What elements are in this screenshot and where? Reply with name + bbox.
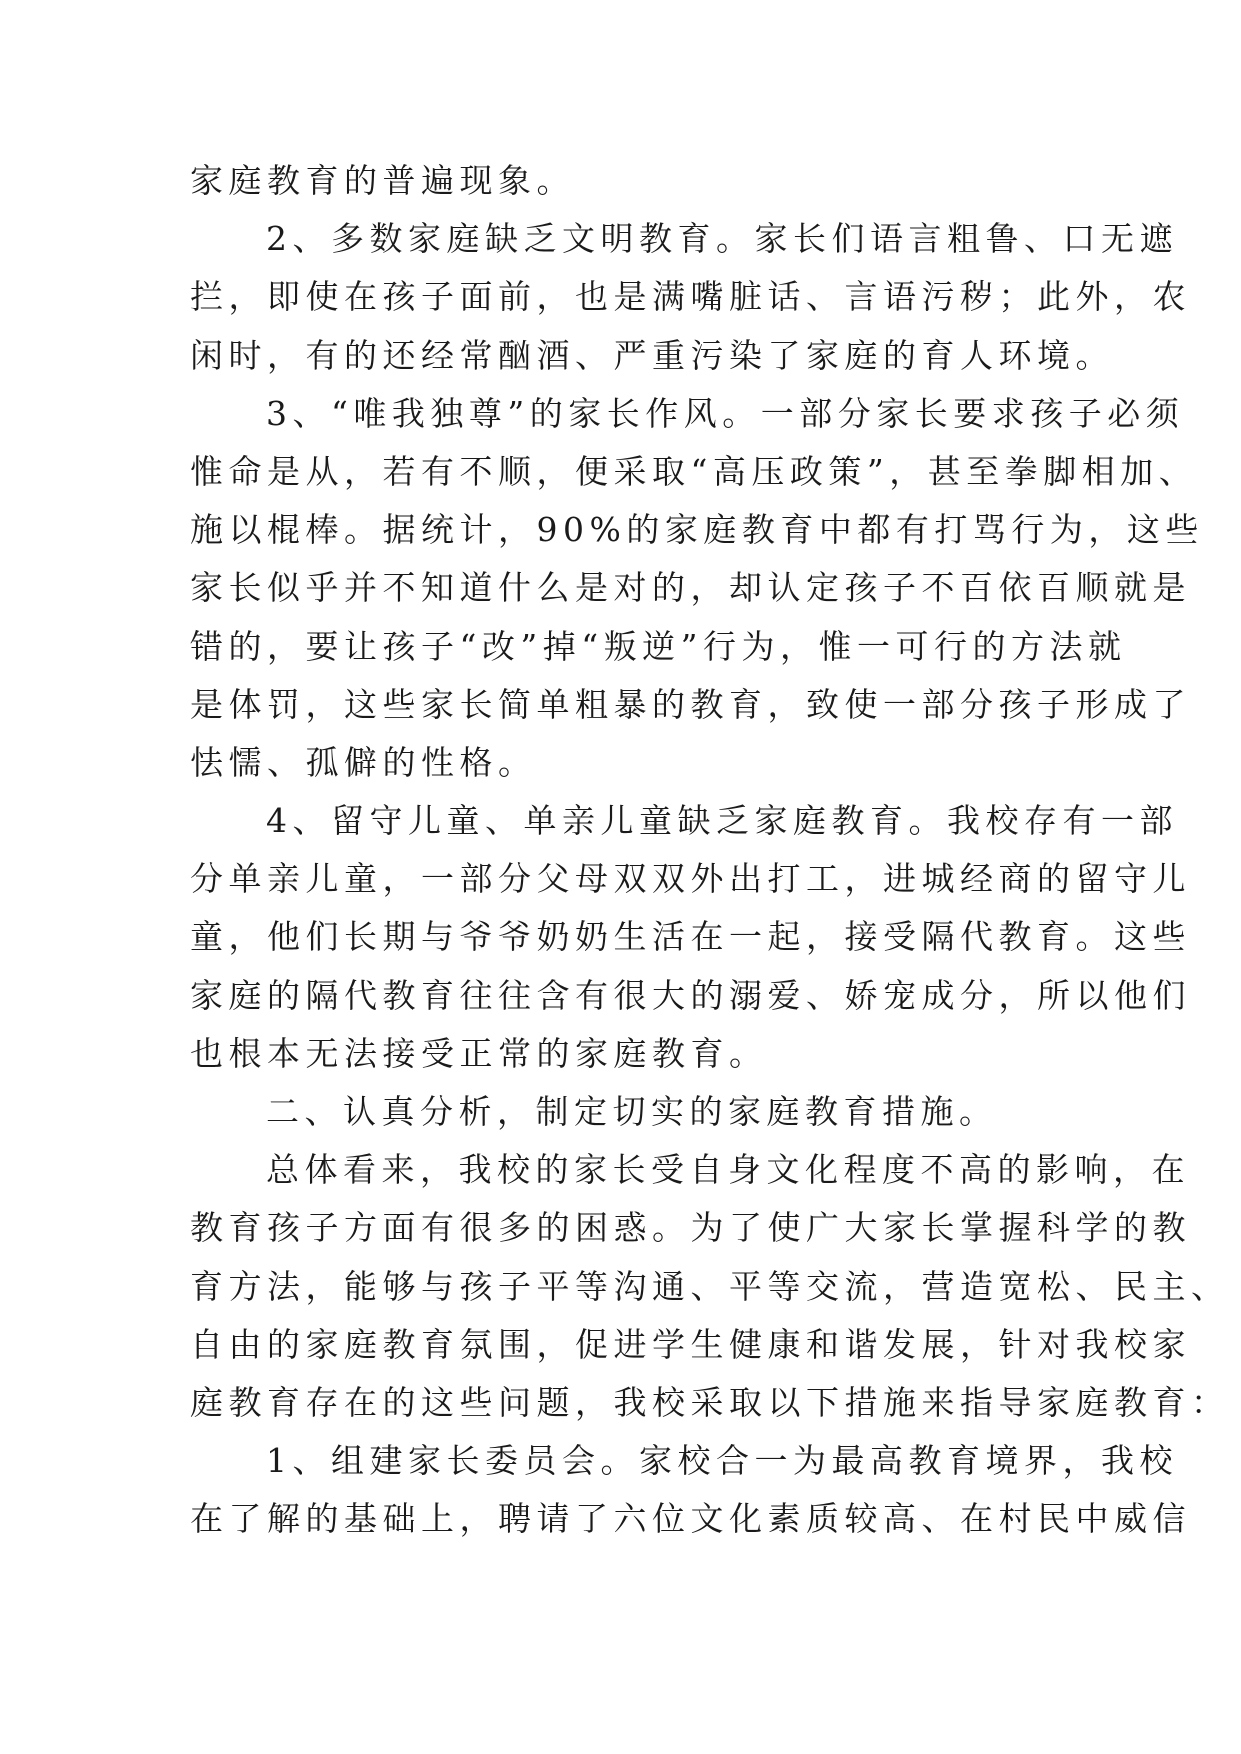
- text-line: 是体罚，这些家长简单粗暴的教育，致使一部分孩子形成了: [190, 684, 1191, 724]
- text-line: 总体看来，我校的家长受自身文化程度不高的影响，在: [266, 1150, 1190, 1190]
- text-line: 怯懦、孤僻的性格。: [190, 742, 537, 782]
- text-line: 家长似乎并不知道什么是对的，却认定孩子不百依百顺就是: [190, 568, 1191, 608]
- text-line: 育方法，能够与孩子平等沟通、平等交流，营造宽松、民主、: [190, 1266, 1230, 1306]
- document-body: [190, 152, 1230, 1549]
- text-line: 在了解的基础上，聘请了六位文化素质较高、在村民中威信: [190, 1499, 1191, 1539]
- text-line: 二、认真分析，制定切实的家庭教育措施。: [266, 1092, 998, 1131]
- text-line: 童，他们长期与爷爷奶奶生活在一起，接受隔代教育。这些: [190, 917, 1191, 957]
- text-line: 分单亲儿童，一部分父母双双外出打工，进城经商的留守儿: [190, 859, 1191, 899]
- text-line: 闲时，有的还经常酗酒、严重污染了家庭的育人环境。: [190, 335, 1114, 375]
- text-line: 惟命是从，若有不顺，便采取“高压政策”，甚至拳脚相加、: [190, 451, 1198, 491]
- text-line: 拦，即使在孩子面前，也是满嘴脏话、言语污秽；此外，农: [190, 277, 1191, 317]
- text-line: 也根本无法接受正常的家庭教育。: [190, 1033, 768, 1073]
- text-line: 自由的家庭教育氛围，促进学生健康和谐发展，针对我校家: [190, 1324, 1191, 1364]
- text-line: 3、“唯我独尊”的家长作风。一部分家长要求孩子必须: [266, 393, 1185, 433]
- text-line: 错的，要让孩子“改”掉“叛逆”行为，惟一可行的方法就: [190, 626, 1127, 666]
- text-line: 1、组建家长委员会。家校合一为最高教育境界，我校: [266, 1441, 1178, 1481]
- text-line: 2、多数家庭缺乏文明教育。家长们语言粗鲁、口无遮: [266, 219, 1178, 259]
- text-line: 家庭的隔代教育往往含有很大的溺爱、娇宠成分，所以他们: [190, 975, 1191, 1015]
- text-line: 施以棍棒。据统计，90%的家庭教育中都有打骂行为，这些: [190, 510, 1204, 550]
- text-line: 家庭教育的普遍现象。: [190, 161, 575, 200]
- text-line: 教育孩子方面有很多的困惑。为了使广大家长掌握科学的教: [190, 1208, 1191, 1248]
- text-line: 庭教育存在的这些问题，我校采取以下措施来指导家庭教育：: [190, 1382, 1230, 1422]
- text-line: 4、留守儿童、单亲儿童缺乏家庭教育。我校存有一部: [266, 801, 1178, 841]
